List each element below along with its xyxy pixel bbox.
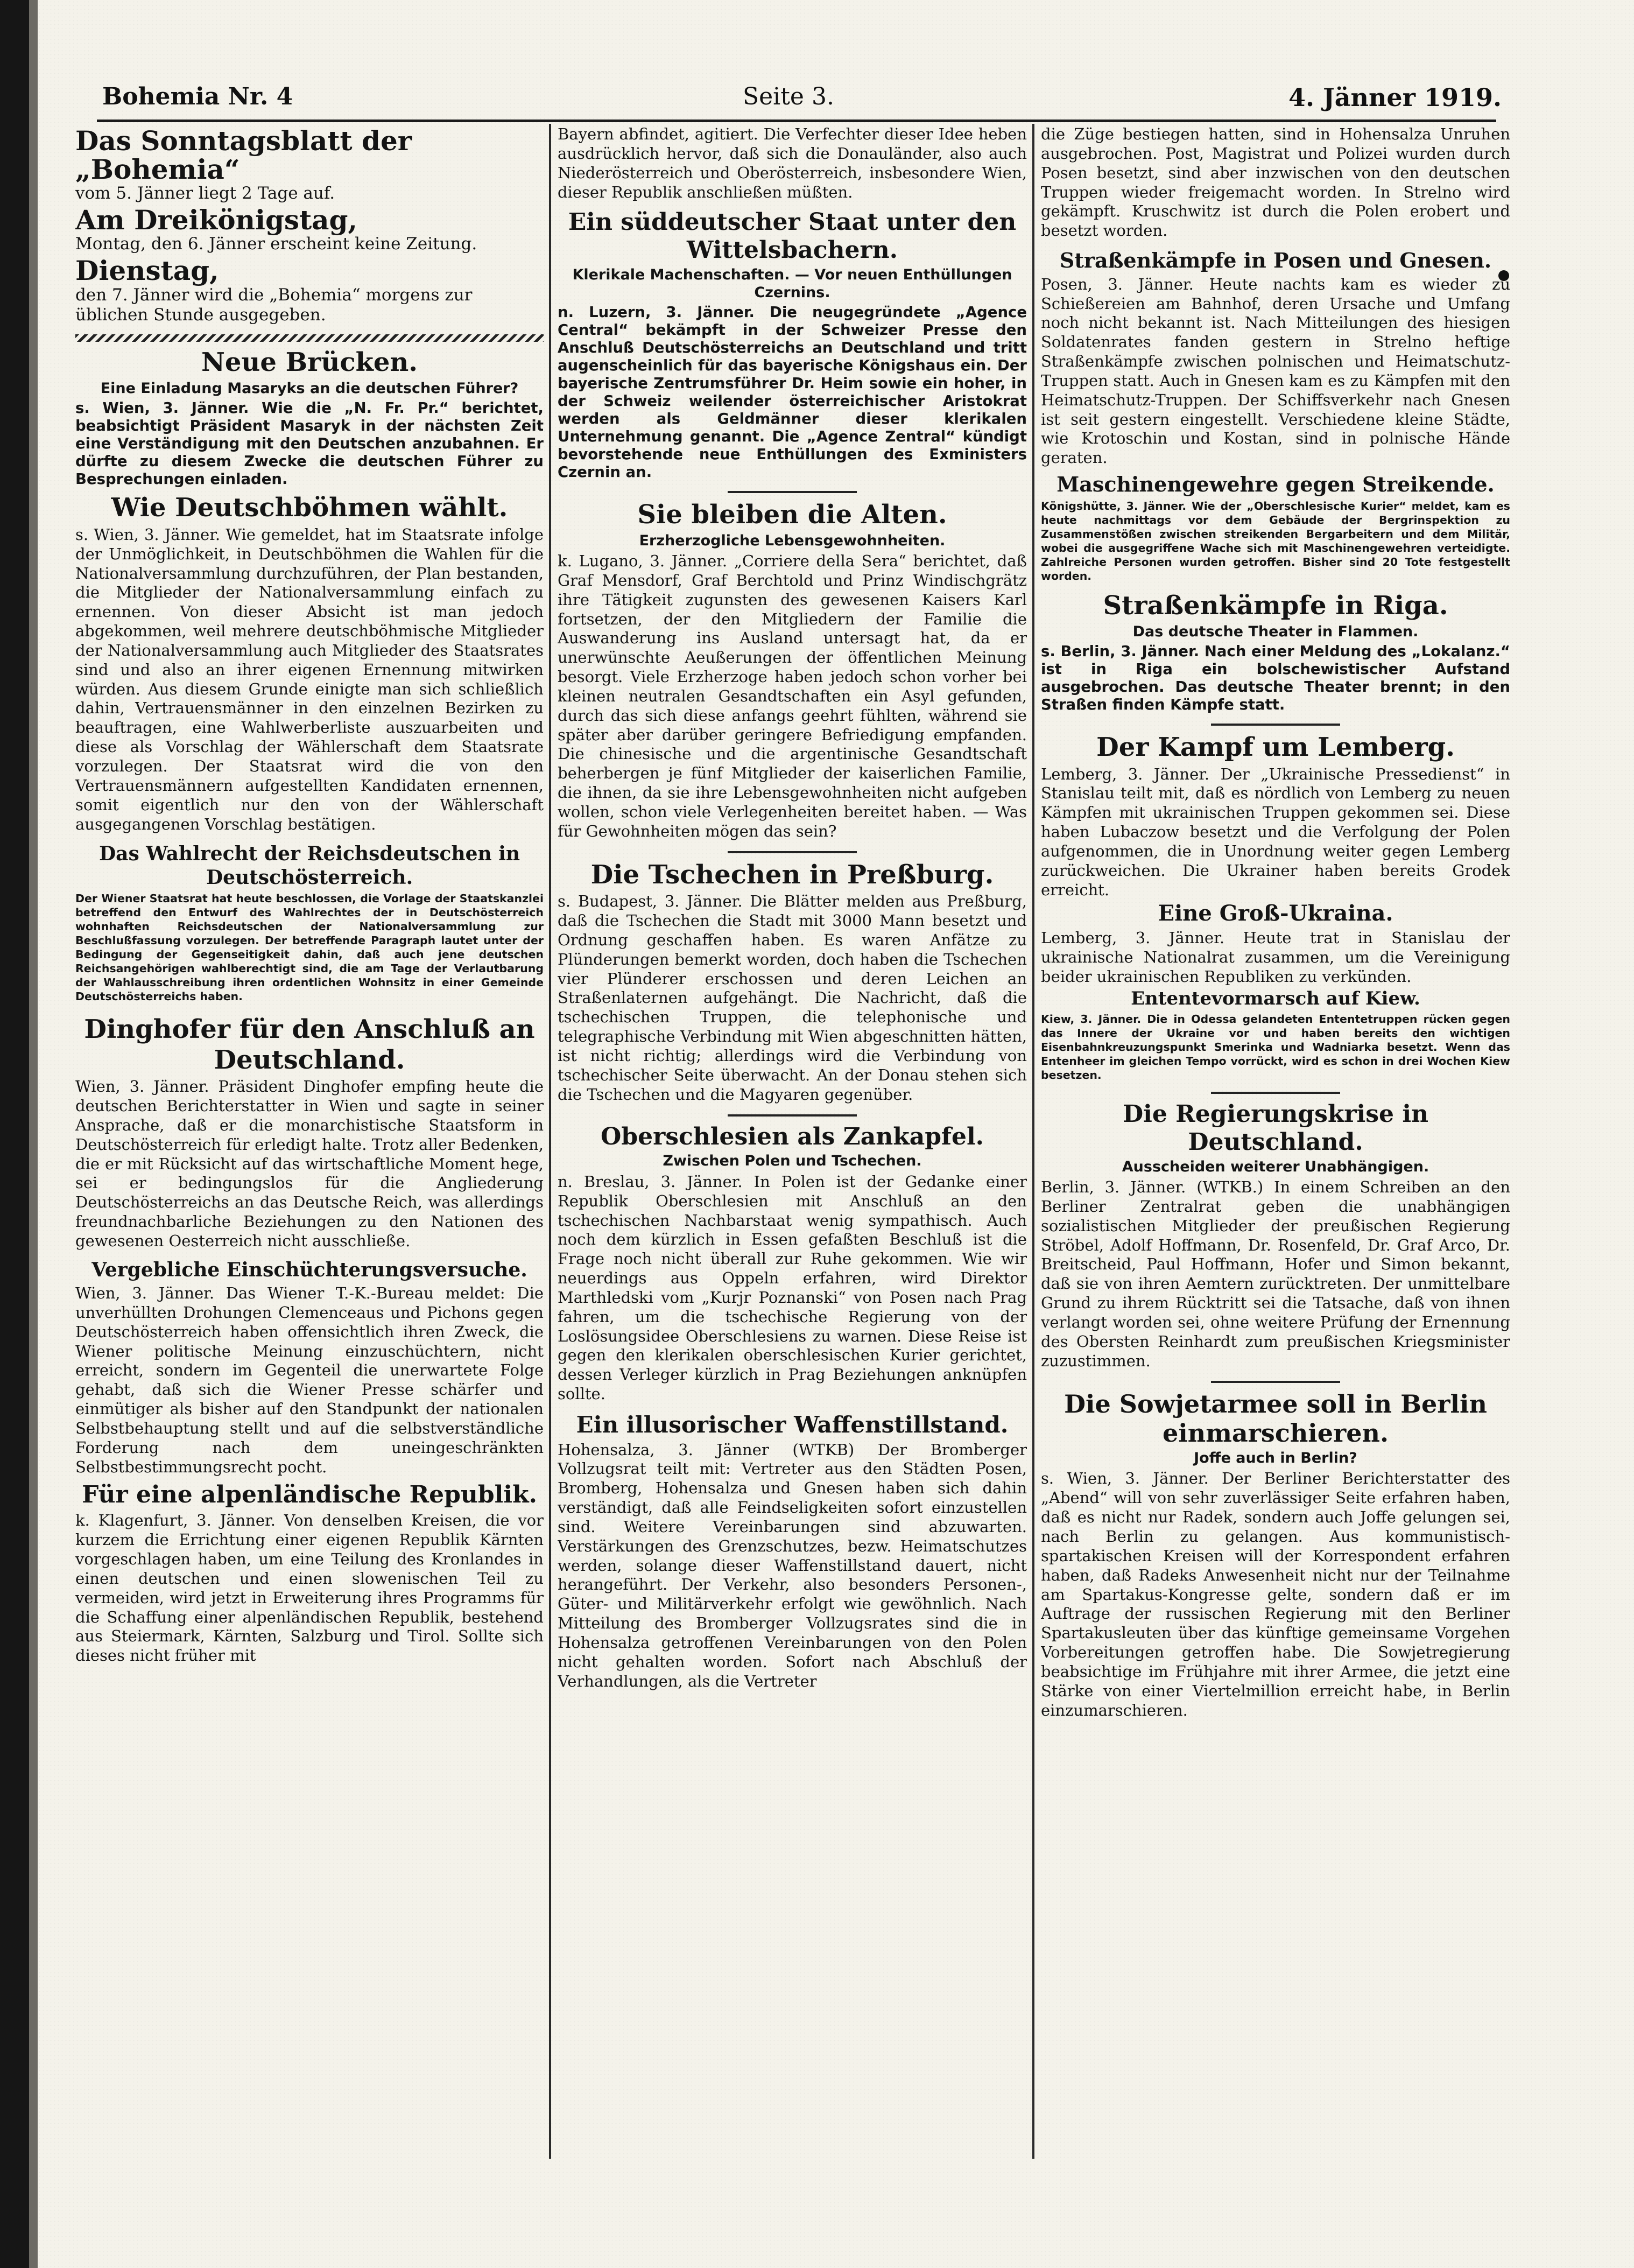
- notice-epiphany-heading: Am Dreikönigstag,: [75, 203, 357, 236]
- article-subtitle: Klerikale Machenschaften. — Vor neuen Enthüllungen Czernins.: [572, 266, 1012, 301]
- article-title: Für eine alpenländische Republik.: [82, 1481, 537, 1509]
- article-subtitle: Eine Einladung Masaryks an die deutschen Führer?: [100, 380, 519, 397]
- scan-binding-shadow: [29, 0, 38, 2268]
- scan-binding-edge: [0, 0, 29, 2268]
- article-title: Ein illusorischer Waffenstillstand.: [576, 1411, 1009, 1438]
- article-body: k. Klagenfurt, 3. Jänner. Von denselben Kreisen, die vor kurzem die Errichtung einer eigenen Republik Kärnten vorgeschlagen haben, um eine Teilung des Kronlandes in einen deutschen und einen slowenischen Teil zu vermeiden, wird jetzt in Erweiterung ihres Programms für die Schaffung einer alpenländischen Republik, bestehend aus Steiermark, Kärnten, Salzburg und Tirol. Sollte sich dieses nicht früher mit: [75, 1511, 544, 1665]
- article-subtitle: Zwischen Polen und Tschechen.: [663, 1153, 922, 1170]
- notice-sunday-heading: Das Sonntagsblatt der „Bohemia“: [75, 125, 412, 185]
- article-body: s. Budapest, 3. Jänner. Die Blätter melden aus Preßburg, daß die Tschechen die Stadt mit 3000 Mann besetzt und Ordnung geschaffen haben. Es waren Anfätze zu Plünderungen bemerkt worden, doch haben die Tschechen vier Plünderer erschossen und deren Leichen an Straßenlaternen aufgehängt. Die Nachricht, daß die tschechischen Truppen, die telephonische und telegraphische Verbindung mit Wien abgeschnitten hätten, ist nicht richtig; allerdings wird die Verbindung von tschechischer Seite überwacht. An der Donau stehen sich die Tschechen und die Magyaren gegenüber.: [558, 892, 1027, 1104]
- header-masthead: Bohemia Nr. 4: [102, 83, 293, 110]
- article-title: Maschinengewehre gegen Streikende.: [1057, 472, 1495, 497]
- notice-epiphany-text: Montag, den 6. Jänner erscheint keine Zeitung.: [75, 234, 477, 254]
- article-body: Wien, 3. Jänner. Das Wiener T.-K.-Bureau meldet: Die unverhüllten Drohungen Clemenceaus und Pichons gegen Deutschösterreich haben offensichtlich ihren Zweck, die Wiener politische Meinung einzuschüchtern, nicht erreicht, sondern im Gegenteil die unerwartete Folge gehabt, daß sich die Wiener Presse schärfer und einmütiger als bisher auf den Standpunkt der nationalen Selbstbehauptung stellt und auf die selbstverständliche Forderung nach dem uneingeschränkten Selbstbestimmungsrecht pocht.: [75, 1284, 544, 1476]
- column-2: [558, 125, 1027, 2165]
- article-body: n. Luzern, 3. Jänner. Die neugegründete „Agence Central“ bekämpft in der Schweizer Presse den Anschluß Deutschösterreichs an Deutschland und tritt augenscheinlich für das bayerische Königshaus ein. Der bayerische Zentrumsführer Dr. Heim sowie ein hoher, in der Schweiz weilender österreichischer Aristokrat werden als Geldmänner dieser klerikalen Unternehmung genannt. Die „Agence Zentral“ kündigt bevorstehende neue Enthüllungen des Exministers Czernin an.: [558, 303, 1027, 481]
- article-subtitle: Joffe auch in Berlin?: [1194, 1450, 1357, 1467]
- article-title: Ententevormarsch auf Kiew.: [1131, 987, 1420, 1009]
- column-rule-1: [549, 124, 551, 2159]
- article-divider: [1211, 724, 1340, 726]
- article-body: s. Wien, 3. Jänner. Wie gemeldet, hat im Staatsrate infolge der Unmöglichkeit, in Deutschböhmen die Wahlen für die Nationalversammlung durchzuführen, der Plan bestanden, die Mitglieder der Nationalversammlung einfach zu ernennen. Von dieser Absicht ist man jedoch abgekommen, weil mehrere deutschböhmische Mitglieder der Nationalversammlung auch Mitglieder des Staatsrates sind und also an ihrer eigenen Ernennung mitwirken würden. Aus diesem Grunde einigte man sich schließlich dahin, Vertrauensmänner in den einzelnen Bezirken zu beauftragen, eine Wahlwerberliste auszuarbeiten und diese als Vorschlag der Wählerschaft dem Staatsrate vorzulegen. Der Staatsrat wird die von den Vertrauensmännern aufgestellten Kandidaten ernennen, somit eigentlich nur den von der Wählerschaft ausgegangenen Vorschlag bestätigen.: [75, 525, 544, 833]
- article-title: Die Tschechen in Preßburg.: [590, 859, 994, 890]
- article-subtitle: Das deutsche Theater in Flammen.: [1132, 623, 1419, 640]
- article-body: Posen, 3. Jänner. Heute nachts kam es wieder zu Schießereien am Bahnhof, deren Ursache und Umfang noch nicht bekannt ist. Nach Mitteilungen des hiesigen Soldatenrates fanden gestern in Strelno heftige Straßenkämpfe zwischen polnischen und Heimatschutz-Truppen statt. Auch in Gnesen kam es zu Kämpfen mit den Heimatschutz-Truppen. Der Schiffsverkehr nach Gnesen ist seit gestern eingestellt. Verschiedene kleine Städte, wie Krotoschin und Kostan, sind in polnische Hände geraten.: [1041, 275, 1510, 467]
- article-body: Berlin, 3. Jänner. (WTKB.) In einem Schreiben an den Berliner Zentralrat geben die unabhängigen sozialistischen Mitglieder der preußischen Regierung Ströbel, Adolf Hoffmann, Dr. Rosenfeld, Dr. Graf Arco, Dr. Breitscheid, Paul Hoffmann, Hofer und Simon bekannt, daß sie von ihren Aemtern zurücktreten. Der unmittelbare Grund zu ihrem Rücktritt sei die Tatsache, daß von ihnen verlangt worden sei, ohne weitere Prüfung der Ernennung des Obersten Reinhardt zum preußischen Kriegsminister zuzustimmen.: [1041, 1178, 1510, 1370]
- article-continuation: Bayern abfindet, agitiert. Die Verfechter dieser Idee heben ausdrücklich hervor, daß sich die Donauländer, also auch Niederösterreich und Oberösterreich, insbesondere Wien, dieser Republik anschließen müßten.: [558, 125, 1027, 201]
- article-body: s. Wien, 3. Jänner. Der Berliner Berichterstatter des „Abend“ will von sehr zuverlässiger Seite erfahren haben, daß es nicht nur Radek, sondern auch Joffe gelungen sei, nach Berlin zu gelangen. Aus kommunistisch-spartakischen Kreisen will der Korrespondent erfahren haben, daß Radeks Anwesenheit nicht nur der Teilnahme am Spartakus-Kongresse gelte, sondern daß er im Auftrage der russischen Regierung mit den Berliner Spartakusleuten über das künftige gemeinsame Vorgehen Vorbereitungen getroffen habe. Die Sowjetregierung beabsichtige im Frühjahre mit ihrer Armee, die jetzt eine Stärke von einer Viertelmillion erreicht habe, in Berlin einzumarschieren.: [1041, 1469, 1510, 1719]
- article-title: Straßenkämpfe in Riga.: [1103, 590, 1448, 621]
- article-divider: [728, 1114, 857, 1117]
- article-subtitle: Ausscheiden weiterer Unabhängigen.: [1122, 1158, 1429, 1175]
- header-rule: [97, 120, 1496, 122]
- article-continuation: die Züge bestiegen hatten, sind in Hohensalza Unruhen ausgebrochen. Post, Magistrat und Polizei wurden durch Posen besetzt, sind aber inzwischen von den deutschen Truppen wieder freigemacht worden. In Strelno wird gekämpft. Kruschwitz ist durch die Polen erobert und besetzt worden.: [1041, 125, 1510, 240]
- article-body: Hohensalza, 3. Jänner (WTKB) Der Bromberger Vollzugsrat teilt mit: Vertreter aus den Städten Posen, Bromberg, Hohensalza und Gnesen haben sich dahin verständigt, daß alle Feindseligkeiten sofort einzustellen sind. Weitere Vereinbarungen sind abzuwarten. Verstärkungen des Grenzschutzes, bezw. Heimatschutzes werden, solange dieser Waffenstillstand dauert, nicht herangeführt. Der Verkehr, also besonders Personen-, Güter- und Militärverkehr erfolgt wie gewöhnlich. Nach Mitteilung des Bromberger Vollzugsrates sind die in Hohensalza getroffenen Vereinbarungen von den Polen nicht gehalten worden. Sofort nach Abschluß der Verhandlungen, als die Vertreter: [558, 1440, 1027, 1690]
- article-title: Dinghofer für den Anschluß an Deutschland.: [84, 1014, 535, 1075]
- article-body: Der Wiener Staatsrat hat heute beschlossen, die Vorlage der Staatskanzlei betreffend den Entwurf des Wahlrechtes der in Deutschösterreich wohnhaften Reichsdeutschen der Nationalversammlung zur Beschlußfassung vorzulegen. Der betreffende Paragraph lautet unter der Bedingung der Gegenseitigkeit dahin, daß auch jene deutschen Reichsangehörigen wahlberechtigt sind, die am Tage der Verlautbarung der Wahlausschreibung ihren ordentlichen Wohnsitz in einer Gemeinde Deutschösterreichs haben.: [75, 891, 544, 1003]
- notice-divider: [75, 334, 544, 342]
- article-body: Kiew, 3. Jänner. Die in Odessa gelandeten Ententetruppen rücken gegen das Innere der Ukraine vor und haben bereits den wichtigen Eisenbahnkreuzungspunkt Smerinka und Wadniarka besetzt. Wenn das Entenheer im gleichen Tempo vorrückt, wird es schon in drei Wochen Kiew besetzen.: [1041, 1012, 1510, 1082]
- article-title: Eine Groß-Ukraina.: [1158, 901, 1393, 926]
- article-divider: [728, 491, 857, 493]
- column-rule-2: [1032, 124, 1034, 2159]
- article-body: s. Wien, 3. Jänner. Wie die „N. Fr. Pr.“ berichtet, beabsichtigt Präsident Masaryk in der nächsten Zeit eine Verständigung mit den Deutschen anzubahnen. Er dürfte zu diesem Zwecke die deutschen Führer zu Besprechungen einladen.: [75, 399, 544, 488]
- article-title: Die Sowjetarmee soll in Berlin einmarschieren.: [1064, 1389, 1487, 1448]
- header-page-number: Seite 3.: [743, 83, 834, 110]
- article-body: Lemberg, 3. Jänner. Der „Ukrainische Pressedienst“ in Stanislau teilt mit, daß es nördlich von Lemberg zu neuen Kämpfen mit ukrainischen Truppen gekommen sei. Diese haben Lubaczow besetzt und die Verfolgung der Polen aufgenommen, die in Unordnung weiter gegen Lemberg zurückweichen. Die Ukrainer haben bereits Grodek erreicht.: [1041, 764, 1510, 899]
- article-divider: [1211, 1381, 1340, 1383]
- article-body: Lemberg, 3. Jänner. Heute trat in Stanislau der ukrainische Nationalrat zusammen, um die Vereinigung beider ukrainischen Republiken zu verkünden.: [1041, 929, 1510, 986]
- article-title: Vergebliche Einschüchterungsversuche.: [91, 1258, 527, 1281]
- article-divider: [1211, 1092, 1340, 1094]
- article-body: Wien, 3. Jänner. Präsident Dinghofer empfing heute die deutschen Berichterstatter in Wien und sagte in seiner Ansprache, daß er die monarchistische Staatsform in Deutschösterreich für erledigt halte. Trotz aller Bedenken, die er mit Rücksicht auf das wirtschaftliche Moment hege, sei er bedingungslos für die Angliederung Deutschösterreichs an das Deutsche Reich, was allerdings freundnachbarliche Beziehungen zu den Nationen des gewesenen Oesterreich nicht ausschließe.: [75, 1077, 544, 1251]
- header-date: 4. Jänner 1919.: [1288, 83, 1502, 112]
- notice-epiphany: [75, 203, 544, 255]
- article-title: Oberschlesien als Zankapfel.: [601, 1122, 984, 1150]
- notice-sunday: [75, 127, 544, 204]
- article-body: s. Berlin, 3. Jänner. Nach einer Meldung des „Lokalanz.“ ist in Riga ein bolschewistischer Aufstand ausgebrochen. Das deutsche Theater brennt; in den Straßen finden Kämpfe statt.: [1041, 642, 1510, 713]
- column-3: [1041, 125, 1510, 2165]
- notice-tuesday-heading: Dienstag,: [75, 255, 219, 287]
- article-title: Die Regierungskrise in Deutschland.: [1122, 1100, 1429, 1156]
- column-1: [75, 125, 544, 2165]
- article-body: Königshütte, 3. Jänner. Wie der „Oberschlesische Kurier“ meldet, kam es heute nachmittags vor dem Gebäude der Bergrinspektion zu Zusammenstößen zwischen streikenden Bergarbeitern und dem Militär, wobei die ausgegriffene Wache sich mit Maschinengewehren verteidigte. Zahlreiche Personen wurden getroffen. Bisher sind 20 Tote festgestellt worden.: [1041, 499, 1510, 582]
- notice-tuesday: [75, 257, 544, 326]
- article-title: Der Kampf um Lemberg.: [1096, 732, 1455, 762]
- article-title: Das Wahlrecht der Reichsdeutschen in Deutschösterreich.: [98, 842, 520, 889]
- article-title: Sie bleiben die Alten.: [637, 499, 947, 530]
- article-title: Straßenkämpfe in Posen und Gnesen.: [1059, 248, 1492, 273]
- notice-sunday-text: vom 5. Jänner liegt 2 Tage auf.: [75, 184, 335, 203]
- article-title: Wie Deutschböhmen wählt.: [111, 493, 508, 523]
- article-divider: [728, 851, 857, 853]
- article-body: n. Breslau, 3. Jänner. In Polen ist der Gedanke einer Republik Oberschlesien mit Anschluß an den tschechischen Nachbarstaat wenig sympathisch. Auch noch dem kürzlich in Essen gefaßten Beschluß ist die Frage noch nicht überall zur Ruhe gekommen. Wie wir neuerdings aus Oppeln erfahren, wird Direktor Marthledski vom „Kurjr Poznanski“ von Posen nach Prag fahren, um die tschechische Regierung von der Loslösungsidee Oberschlesiens zu warnen. Diese Reise ist gegen den klerikalen oberschlesischen Kurier gerichtet, dessen Verleger kürzlich in Prag Beziehungen anknüpfen sollte.: [558, 1172, 1027, 1403]
- notice-tuesday-text: den 7. Jänner wird die „Bohemia“ morgens zur üblichen Stunde ausgegeben.: [75, 285, 473, 325]
- article-title: Neue Brücken.: [201, 347, 418, 378]
- article-subtitle: Erzherzogliche Lebensgewohnheiten.: [639, 532, 946, 549]
- article-title: Ein süddeutscher Staat unter den Wittelsbachern.: [568, 208, 1017, 264]
- page-header: [65, 75, 1507, 118]
- article-body: k. Lugano, 3. Jänner. „Corriere della Sera“ berichtet, daß Graf Mensdorf, Graf Berchtold und Prinz Windischgrätz ihre Tätigkeit zugunsten des gewesenen Kaisers Karl fortsetzen, der den Mitgliedern der Familie die Auswanderung ins Ausland untersagt hat, da er unerwünschte Aeußerungen der öffentlichen Meinung besorgt. Viele Erzherzoge haben jedoch schon vorher bei kleinen neutralen Gesandtschaften ein Asyl gefunden, durch das sich diese anfangs geehrt fühlten, während sie später aber darüber geringere Befriedigung empfanden. Die chinesische und die argentinische Gesandtschaft beherbergen je fünf Mitglieder der kaiserlichen Familie, die ihnen, da sie ihre Lebensgewohnheiten nicht aufgeben wollen, schon viele Verlegenheiten bereitet haben. — Was für Gewohnheiten mögen das sein?: [558, 551, 1027, 840]
